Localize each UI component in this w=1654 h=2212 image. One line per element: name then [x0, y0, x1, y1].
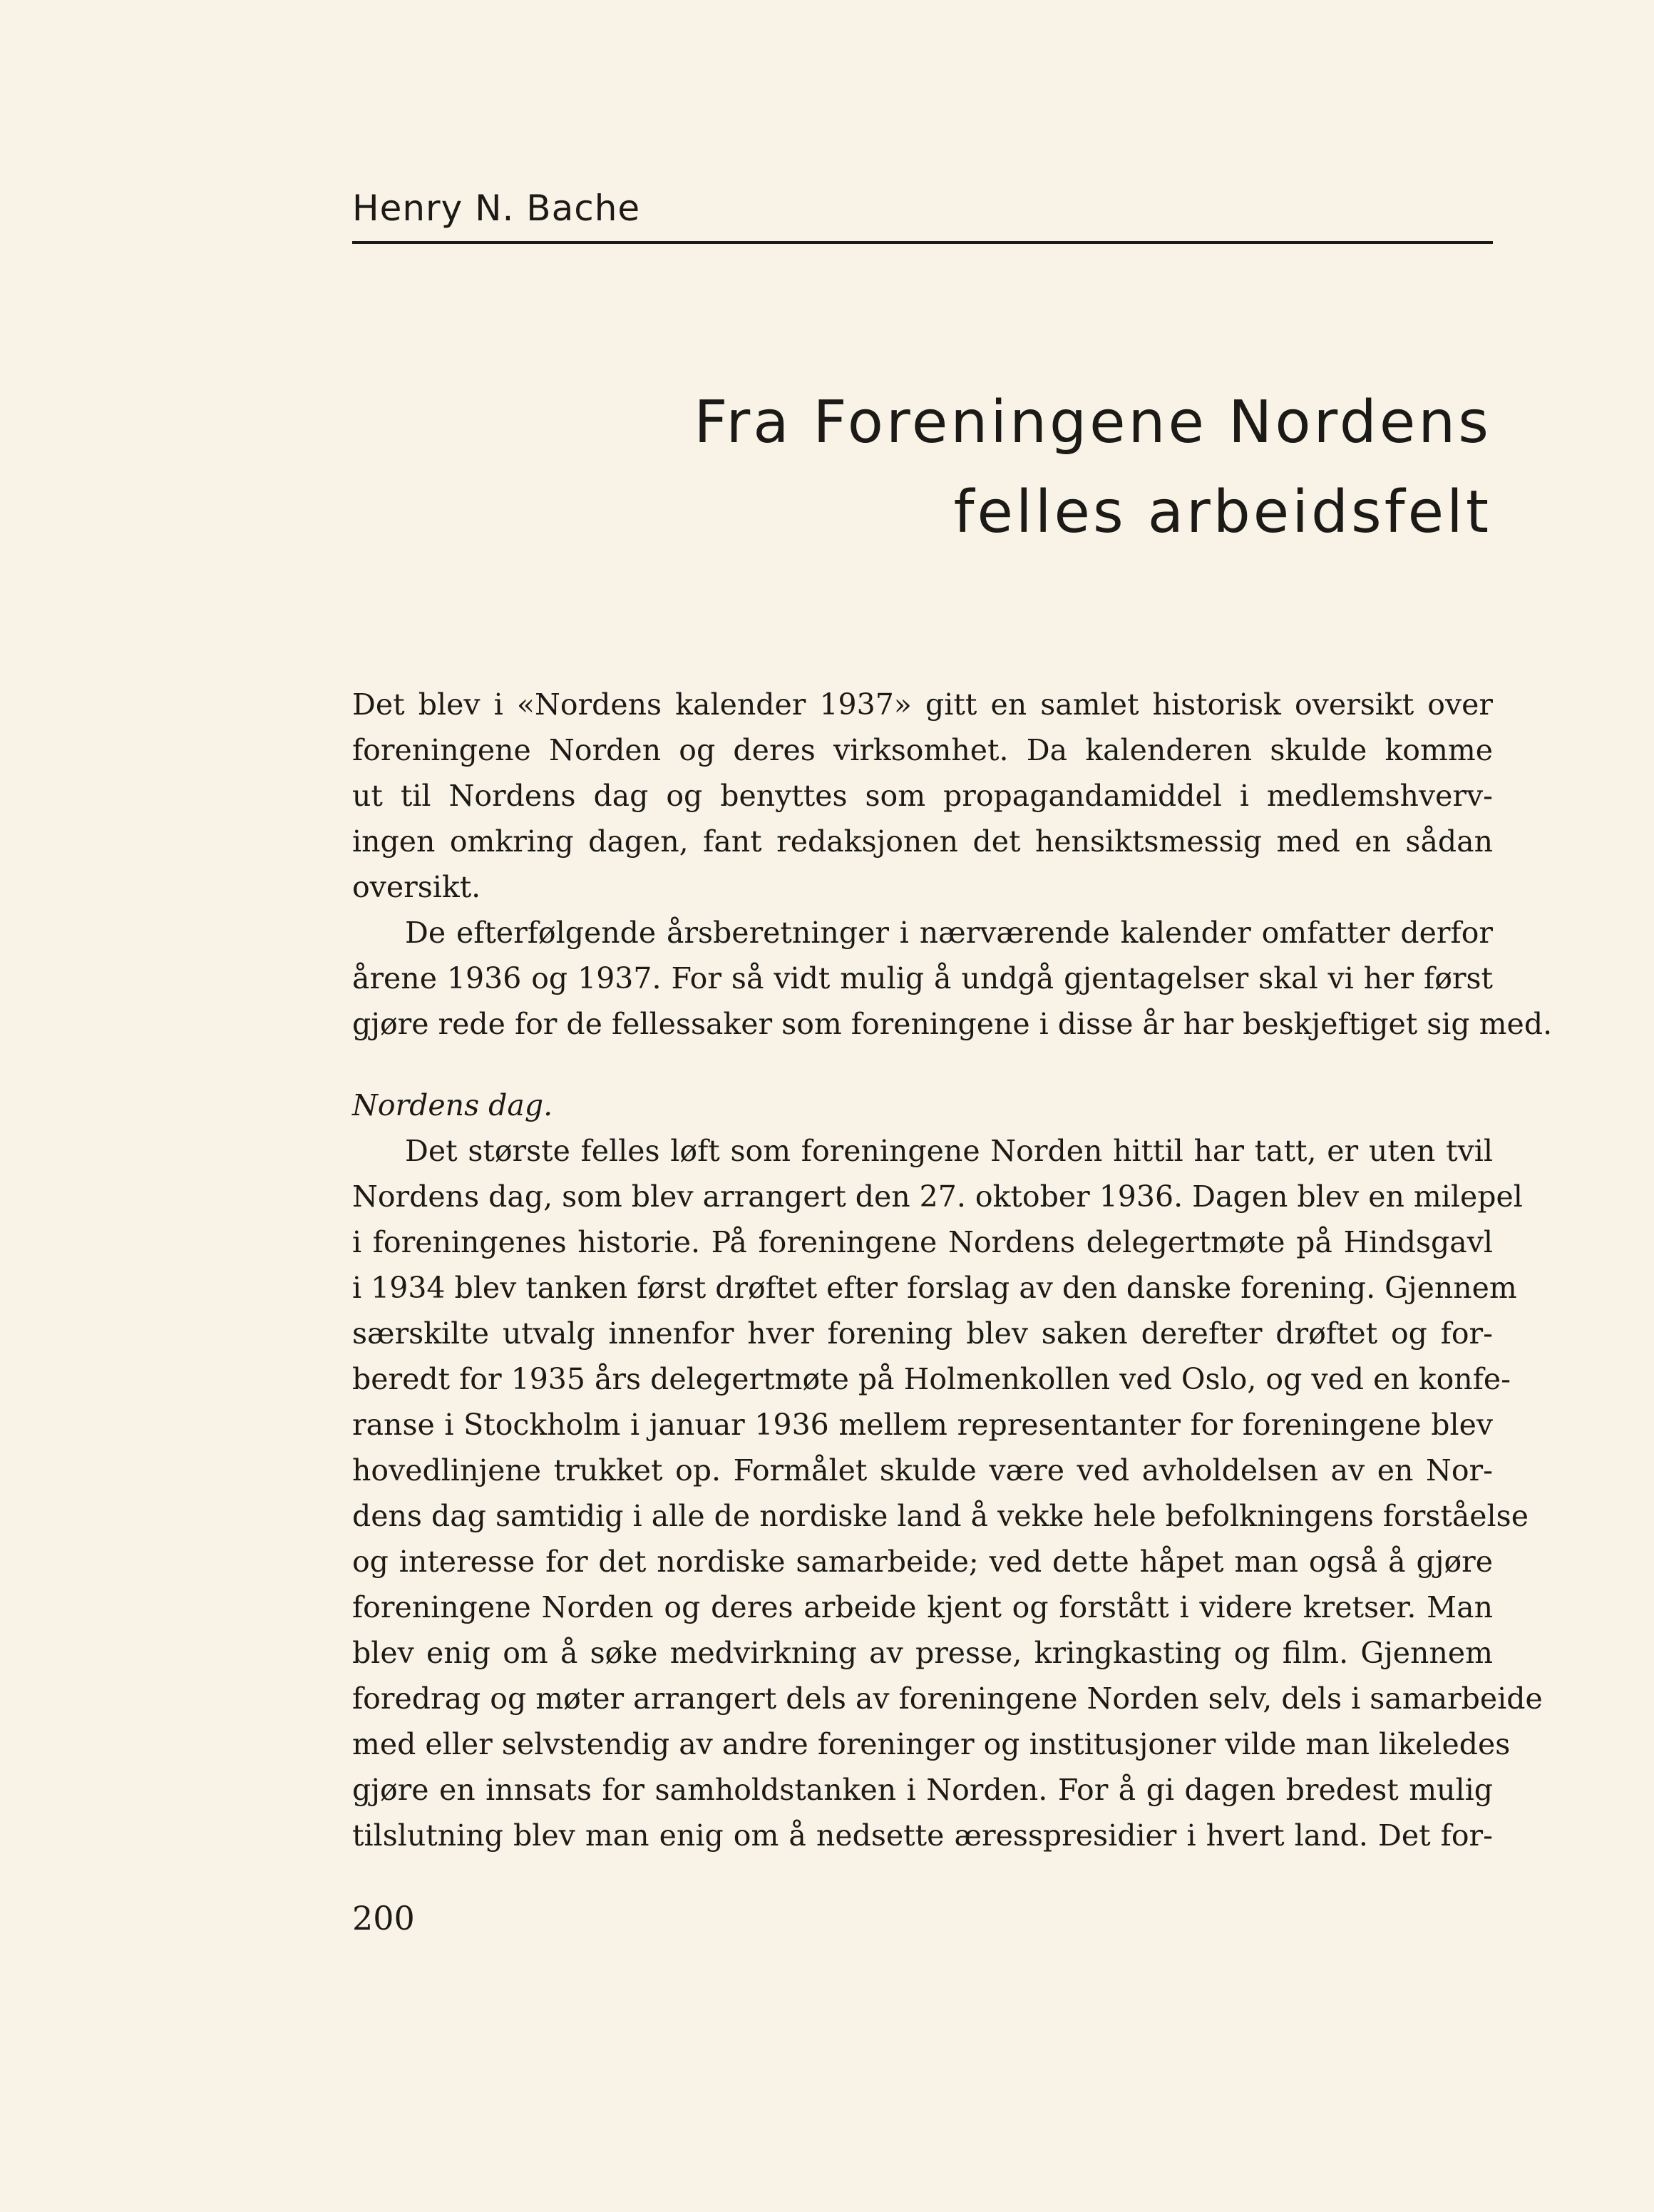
article-title [694, 378, 1491, 558]
body-line: i foreningenes historie. På foreningene Nordens delegertmøte på Hindsgavl [352, 1225, 1493, 1259]
body-line: oversikt. [352, 870, 481, 904]
article-body [352, 682, 1553, 1858]
body-line: hovedlinjene trukket op. Formålet skulde være ved avholdelsen av en Nor- [352, 1453, 1493, 1488]
author-name: Henry N. Bache [352, 188, 641, 229]
body-line: ranse i Stockholm i januar 1936 mellem representanter for foreningene blev [352, 1408, 1493, 1442]
section-heading: Nordens dag. [352, 1088, 553, 1122]
body-line: ut til Nordens dag og benyttes som propagandamiddel i medlemshverv- [352, 779, 1493, 813]
body-line: gjøre en innsats for samholdstanken i Norden. For å gi dagen bredest mulig [352, 1773, 1493, 1807]
body-line: årene 1936 og 1937. For så vidt mulig å undgå gjentagelser skal vi her først [352, 961, 1493, 995]
body-line: og interesse for det nordiske samarbeide; ved dette håpet man også å gjøre [352, 1545, 1493, 1579]
body-line: blev enig om å søke medvirkning av presse, kringkasting og film. Gjennem [352, 1636, 1493, 1670]
body-line: De efterfølgende årsberetninger i nærværende kalender omfatter derfor [405, 916, 1493, 950]
title-line-1: Fra Foreningene Nordens [694, 389, 1491, 456]
title-line-2: felles arbeidsfelt [953, 478, 1491, 546]
body-line: med eller selvstendig av andre foreninger og institusjoner vilde man likeledes [352, 1727, 1511, 1761]
body-line: dens dag samtidig i alle de nordiske land å vekke hele befolkningens forståelse [352, 1499, 1529, 1533]
body-line: Nordens dag, som blev arrangert den 27. oktober 1936. Dagen blev en milepel [352, 1179, 1523, 1214]
body-line: foredrag og møter arrangert dels av foreningene Norden selv, dels i samarbeide [352, 1681, 1543, 1716]
body-line: i 1934 blev tanken først drøftet efter forslag av den danske forening. Gjennem [352, 1271, 1517, 1305]
page-number: 200 [352, 1899, 415, 1937]
body-line: Det blev i «Nordens kalender 1937» gitt en samlet historisk oversikt over [352, 687, 1493, 722]
body-line: foreningene Norden og deres arbeide kjent og forstått i videre kretser. Man [352, 1590, 1493, 1624]
body-line: beredt for 1935 års delegertmøte på Holmenkollen ved Oslo, og ved en konfe- [352, 1362, 1511, 1396]
body-line: gjøre rede for de fellessaker som foreningene i disse år har beskjeftiget sig med. [352, 1007, 1553, 1041]
body-line: tilslutning blev man enig om å nedsette æresspresidier i hvert land. Det for- [352, 1818, 1493, 1853]
body-line: foreningene Norden og deres virksomhet. Da kalenderen skulde komme [352, 733, 1493, 767]
body-line: Det største felles løft som foreningene Norden hittil har tatt, er uten tvil [405, 1134, 1493, 1168]
body-line: ingen omkring dagen, fant redaksjonen det hensiktsmessig med en sådan [352, 824, 1493, 859]
header-rule [352, 241, 1493, 244]
body-line: særskilte utvalg innenfor hver forening blev saken derefter drøftet og for- [352, 1316, 1493, 1351]
